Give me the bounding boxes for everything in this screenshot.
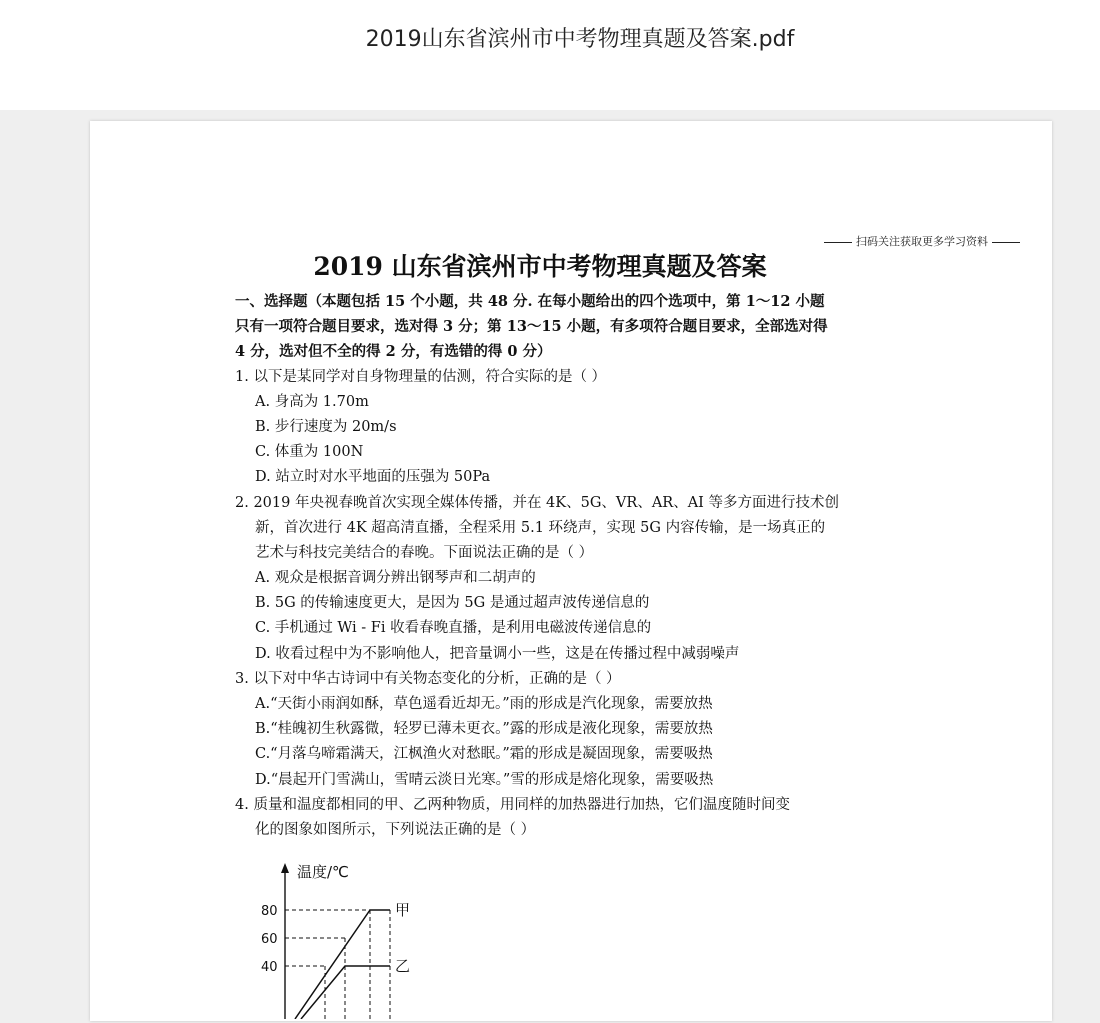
question-2-stem-cont: 艺术与科技完美结合的春晚。下面说法正确的是（ ） [255, 544, 594, 561]
viewer-header [0, 0, 1100, 110]
question-4-stem: 4. 质量和温度都相同的甲、乙两种物质，用同样的加热器进行加热，它们温度随时间变 [235, 796, 790, 813]
y-axis-arrow-icon [281, 863, 289, 873]
side-note-text: 扫码关注获取更多学习资料 [856, 235, 988, 248]
question-1-option-a: A. 身高为 1.70m [255, 393, 369, 410]
question-3-option-c: C.“月落乌啼霜满天，江枫渔火对愁眠。”霜的形成是凝固现象，需要吸热 [255, 746, 713, 763]
question-3-stem: 3. 以下对中华古诗词中有关物态变化的分析，正确的是（ ） [235, 670, 621, 687]
temperature-time-graph [255, 859, 455, 1019]
document-title: 2019山东省滨州市中考物理真题及答案.pdf [365, 27, 795, 52]
side-note-rule-left [824, 242, 852, 243]
question-1-option-c: C. 体重为 100N [255, 444, 364, 461]
question-1-option-b: B. 步行速度为 20m/s [255, 418, 397, 435]
question-3-option-b: B.“桂魄初生秋露微，轻罗已薄未更衣。”露的形成是液化现象，需要放热 [255, 721, 713, 738]
question-2-option-a: A. 观众是根据音调分辨出钢琴声和二胡声的 [255, 570, 536, 587]
section-heading-line: 4 分，选对但不全的得 2 分，有选错的得 0 分） [235, 343, 552, 361]
graph-svg [255, 859, 455, 1019]
series-jia-line [295, 910, 390, 1019]
series-yi-label: 乙 [395, 957, 411, 975]
question-3-option-d: D.“晨起开门雪满山，雪晴云淡日光寒。”雪的形成是熔化现象，需要吸热 [255, 771, 714, 788]
question-2-stem: 2. 2019 年央视春晚首次实现全媒体传播，并在 4K、5G、VR、AR、AI 等多方面进行技术创 [235, 494, 840, 511]
question-2-stem-cont: 新，首次进行 4K 超高清直播，全程采用 5.1 环绕声，实现 5G 内容传输，是一场真正的 [255, 519, 826, 536]
question-1-option-d: D. 站立时对水平地面的压强为 50Pa [255, 469, 491, 486]
y-axis-label: 温度/℃ [297, 863, 349, 881]
paper-title: 2019 山东省滨州市中考物理真题及答案 [313, 252, 767, 281]
question-2-option-b: B. 5G 的传输速度更大，是因为 5G 是通过超声波传递信息的 [255, 595, 650, 612]
series-jia-label: 甲 [395, 901, 411, 919]
tick-label-80: 80 [261, 904, 278, 919]
pdf-page [90, 121, 1052, 1021]
tick-label-60: 60 [261, 932, 278, 947]
question-4-stem-cont: 化的图象如图所示，下列说法正确的是（ ） [255, 821, 536, 838]
question-2-option-d: D. 收看过程中为不影响他人，把音量调小一些，这是在传播过程中减弱噪声 [255, 645, 740, 662]
question-2-option-c: C. 手机通过 Wi - Fi 收看春晚直播，是利用电磁波传递信息的 [255, 620, 652, 637]
question-1-stem: 1. 以下是某同学对自身物理量的估测，符合实际的是（ ） [235, 368, 607, 385]
question-3-option-a: A.“天街小雨润如酥，草色遥看近却无。”雨的形成是汽化现象，需要放热 [255, 696, 713, 712]
tick-label-40: 40 [261, 960, 278, 975]
section-heading-line: 一、选择题（本题包括 15 个小题，共 48 分. 在每小题给出的四个选项中，第 1～12 小题 [235, 293, 825, 310]
side-note-rule-right [992, 242, 1020, 243]
section-heading-line: 只有一项符合题目要求，选对得 3 分；第 13～15 小题，有多项符合题目要求，全部选对得 [235, 318, 828, 336]
paper-content [235, 289, 915, 843]
